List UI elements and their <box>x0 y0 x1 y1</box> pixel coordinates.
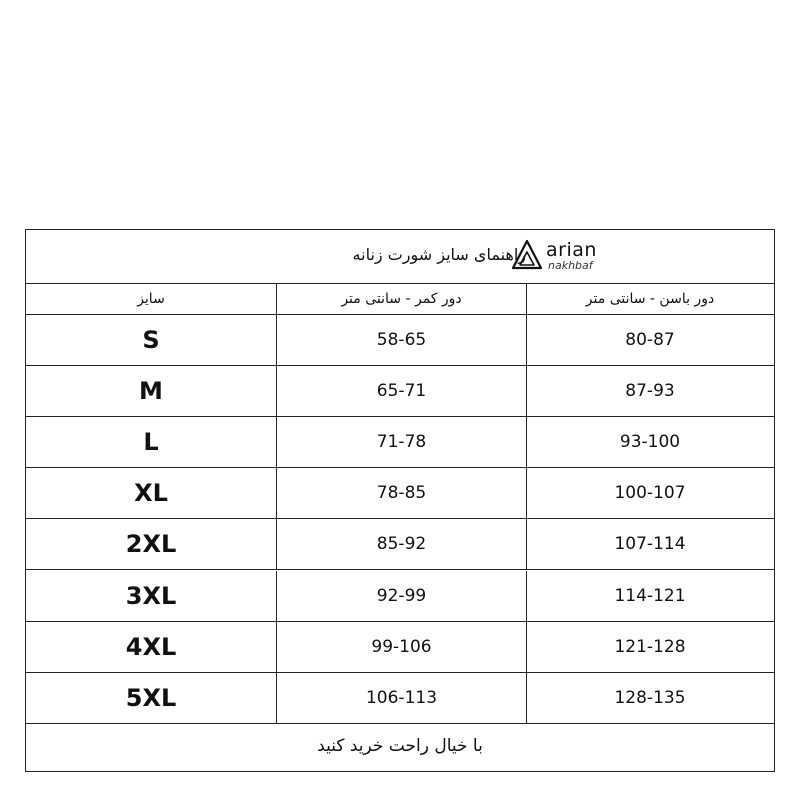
table-cell-size <box>26 468 276 518</box>
column-header-hip <box>526 284 773 314</box>
range-value: 80-87 <box>625 330 675 351</box>
table-header-row <box>26 284 774 315</box>
range-value: 85-92 <box>376 534 427 555</box>
table-cell-hip <box>526 417 773 467</box>
table-row <box>26 673 774 724</box>
triangle-logo-icon <box>510 238 544 272</box>
size-label: XL <box>134 479 168 508</box>
table-body <box>26 284 774 722</box>
table-cell-hip <box>526 366 773 416</box>
page-title: راهنمای سایز شورت زنانه <box>352 245 526 264</box>
range-value: 128-135 <box>614 687 686 708</box>
table-cell-waist <box>276 417 526 467</box>
range-value: 87-93 <box>625 381 675 402</box>
column-header-label: دور کمر - سانتی متر <box>341 291 462 307</box>
table-cell-size <box>26 519 276 569</box>
range-value: 65-71 <box>376 381 427 402</box>
table-cell-hip <box>526 315 773 365</box>
table-cell-waist <box>276 571 526 621</box>
range-value: 100-107 <box>614 483 686 504</box>
brand-subname: nakhbaf <box>548 259 593 272</box>
table-cell-hip <box>526 571 773 621</box>
table-cell-waist <box>276 366 526 416</box>
table-cell-hip <box>526 519 773 569</box>
table-row <box>26 366 774 417</box>
table-cell-waist <box>276 673 526 723</box>
table-cell-waist <box>276 468 526 518</box>
table-row <box>26 519 774 570</box>
table-cell-waist <box>276 622 526 672</box>
table-cell-waist <box>276 519 526 569</box>
table-cell-hip <box>526 468 773 518</box>
table-cell-size <box>26 417 276 467</box>
range-value: 58-65 <box>376 330 427 351</box>
title-row <box>26 230 774 284</box>
table-cell-waist <box>276 315 526 365</box>
table-row <box>26 417 774 468</box>
size-label: 3XL <box>125 581 177 610</box>
range-value: 107-114 <box>614 534 686 555</box>
footer-row <box>26 722 774 770</box>
range-value: 121-128 <box>614 636 686 657</box>
table-cell-hip <box>526 622 773 672</box>
size-label: 2XL <box>125 530 177 559</box>
table-cell-size <box>26 622 276 672</box>
size-label: M <box>139 377 163 406</box>
table-cell-size <box>26 315 276 365</box>
table-cell-size <box>26 571 276 621</box>
table-row <box>26 315 774 366</box>
range-value: 93-100 <box>619 432 681 453</box>
range-value: 92-99 <box>376 585 427 606</box>
range-value: 71-78 <box>376 432 427 453</box>
table-row <box>26 622 774 673</box>
column-header-label: دور باسن - سانتی متر <box>585 291 715 307</box>
table-row <box>26 571 774 622</box>
footer-text: با خیال راحت خرید کنید <box>317 736 483 756</box>
table-row <box>26 468 774 519</box>
table-cell-hip <box>526 673 773 723</box>
size-label: S <box>142 326 160 355</box>
column-header-size <box>26 284 276 314</box>
range-value: 78-85 <box>376 483 427 504</box>
brand-name: arian <box>546 239 597 261</box>
table-cell-size <box>26 366 276 416</box>
range-value: 106-113 <box>365 687 438 708</box>
size-guide-table <box>25 229 775 772</box>
column-header-label: سایز <box>137 291 165 307</box>
column-header-waist <box>276 284 526 314</box>
size-label: L <box>143 428 159 457</box>
size-label: 4XL <box>125 632 177 661</box>
size-label: 5XL <box>125 683 177 712</box>
range-value: 114-121 <box>614 585 686 606</box>
brand-logo <box>510 238 610 276</box>
range-value: 99-106 <box>371 636 432 657</box>
table-cell-size <box>26 673 276 723</box>
